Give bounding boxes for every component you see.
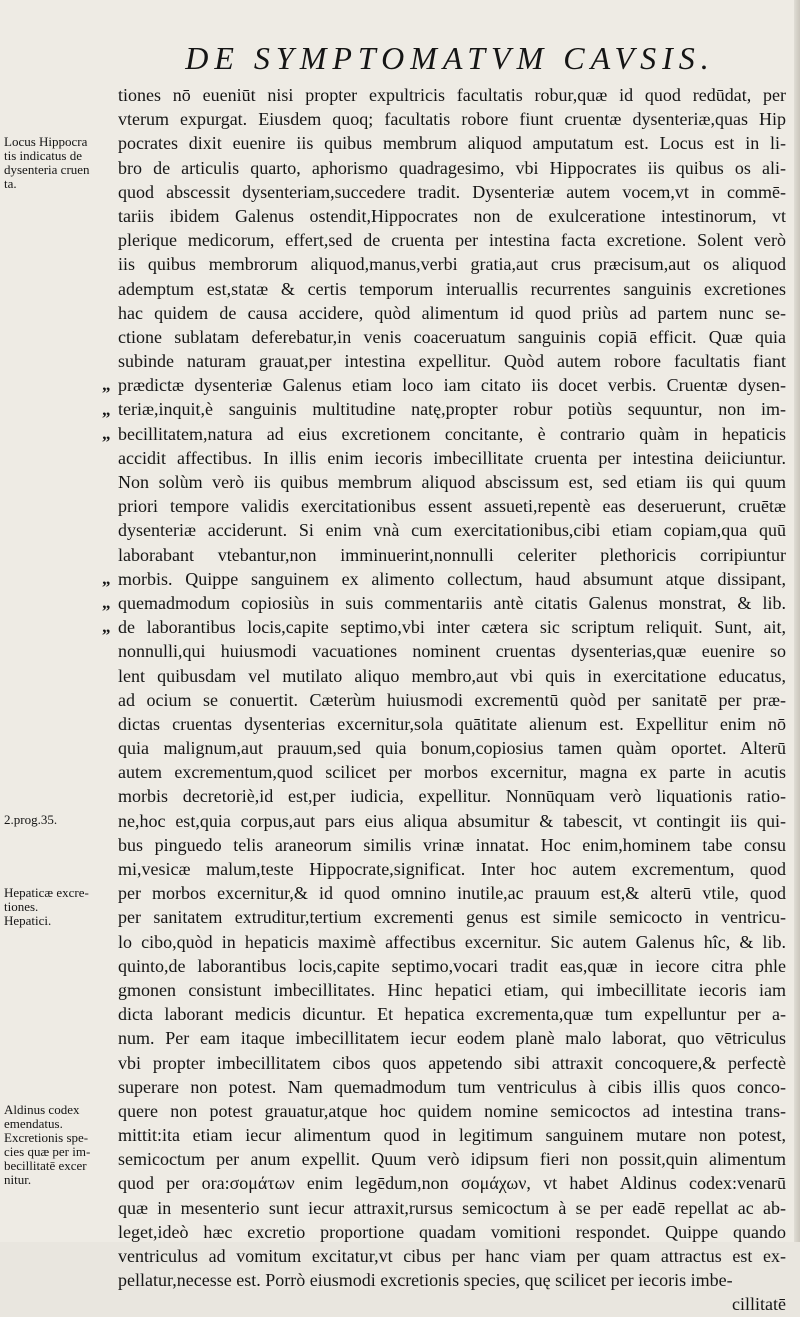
quotation-mark: „ — [102, 569, 111, 588]
text-line: ctione sublatam deferebatur,in venis coaceruatum sanguinis copiā efficit. Quæ quia — [118, 326, 786, 347]
quotation-mark: „ — [102, 423, 111, 443]
text-line: prædictæ dysenteriæ Galenus etiam loco iam citato iis docet verbis. Cruentæ dysen- — [118, 375, 786, 396]
text-line: ne,hoc est,quia corpus,aut pars eius aliqua absumitur & tabescit, vt contingit iis qui- — [118, 810, 786, 831]
text-line: quod per ora:σομάτων enim legēdum,non σομάχων, vt habet Aldinus codex:venarū — [118, 1173, 786, 1194]
text-line: gmonen consistunt imbecillitates. Hinc hepatici etiam, qui imbecillitate iecoris iam — [118, 979, 786, 1000]
text-line: becillitatem,natura ad eius excretionem concitante, è contrario quàm in hepaticis — [118, 423, 786, 444]
text-line: cillitatē — [732, 1294, 786, 1315]
text-line: bus pinguedo telis araneorum similis vrinæ innatat. Hoc enim,hominem tabe consu — [118, 834, 786, 855]
text-line: quod abscessit dysenteriam,succedere tradit. Dysenteriæ autem vocem,vt in commē- — [118, 181, 786, 202]
quotation-mark: „ — [102, 399, 111, 419]
text-line: nonnulli,qui huiusmodi vacuationes nominent cruentas dysenterias,quæ euenire so — [118, 641, 786, 662]
text-line: morbis. Quippe sanguinem ex alimento collectum, haud absumunt atque dissipant, — [118, 568, 786, 589]
text-line: iis quibus membrorum aliquod,manus,verbi gratia,aut crus præcisum,aut os aliquod — [118, 254, 786, 275]
text-line: mi,vesicæ malum,teste Hippocrate,significat. Inter hoc autem excrementum, quod — [118, 859, 786, 879]
scan-edge-shadow — [794, 0, 800, 1242]
text-line: ademptum est,statæ & certis temporum interuallis recurrentes sanguinis excretiones — [118, 278, 786, 299]
text-line: quere non potest grauatur,atque hoc quidem nomine semicoctos ad intestina trans- — [118, 1100, 786, 1121]
text-line: semicoctum per anum expellit. Quum verò idipsum fieri non possit,quin alimentum — [118, 1149, 786, 1170]
text-line: plerique medicorum, effert,sed de cruenta per intestina facta excretione. Solent verò — [118, 230, 786, 251]
text-line: quemadmodum copiosiùs in suis commentariis antè citatis Galenus monstrat, & lib. — [118, 592, 786, 613]
text-line: leget,ideò hæc excretio proportione quadam vomitioni respondet. Quippe quando — [118, 1221, 786, 1242]
text-line: vterum expurgat. Eiusdem quoq; facultatis robore fiunt cruentæ dysenteriæ,quas Hip — [118, 109, 786, 130]
text-line: dicta laborant medicis dicuntur. Et hepatica excrementa,quæ tum expelluntur per a- — [118, 1004, 786, 1025]
text-line: dictas cruentas dysenterias excernitur,sola quātitate alienum est. Expellitur enim nō — [118, 713, 786, 734]
text-line: ad ocium se conuertit. Cæterùm huiusmodi excrementū quòd per sanitatē per præ- — [118, 689, 786, 710]
text-line: accidit affectibus. In illis enim iecoris imbecillitate cruenta per intestina deiiciuntur. — [118, 447, 786, 468]
text-line: lent quibusdam vel mutilato aliquo membro,aut vbi quis in exercitatione educatus, — [118, 665, 786, 686]
text-line: per morbos excernitur,& id quod omnino inutile,ac prauum est,& alterū vtile, quod — [118, 883, 786, 904]
text-line: tiones nō eueniūt nisi propter expultricis facultatis robur,quæ id quod redūdat, per — [118, 85, 786, 105]
text-line: pocrates dixit euenire iis quibus membrum aliquod amputatum est. Locus est in li- — [118, 133, 786, 154]
text-line: num. Per eam itaque imbecillitatem iecur eodem planè malo laborat, quo vētriculus — [118, 1028, 786, 1049]
margin-note: Hepaticæ excre- tiones. Hepatici. — [4, 884, 89, 928]
text-line: teriæ,inquit,è sanguinis multitudine natę,propter robur potiùs sequuntur, non im- — [118, 399, 786, 420]
text-line: autem excrementum,quod scilicet per morbos excernitur, magna ex parte in acutis — [118, 762, 786, 783]
text-line: priori tempore validis exercitationibus essent assueti,repentè eas deseruerunt, cruētæ — [118, 496, 786, 517]
text-line: de laborantibus locis,capite septimo,vbi inter cætera sic scriptum reliquit. Sunt, ait, — [118, 617, 786, 638]
text-line: mittit:ita etiam iecur alimentum quod in legitimum sanguinem mutare non potest, — [118, 1125, 786, 1146]
text-line: lo cibo,quòd in hepaticis maximè affectibus excernitur. Sic autem Galenus hîc, & lib. — [118, 931, 786, 952]
text-line: pellatur,necesse est. Porrò eiusmodi excretionis species, quę scilicet per iecoris imbe- — [118, 1270, 733, 1291]
text-line: superare non potest. Nam quemadmodum tum ventriculus à cibis illis quos conco- — [118, 1076, 786, 1097]
text-line: quæ in mesenterio sunt iecur attraxit,rursus semicoctum à se per eadē repellat ac ab- — [118, 1197, 786, 1218]
text-line: vbi propter imbecillitatem cibos quos appetendo sibi attraxit concoquere,& perfectè — [118, 1052, 786, 1073]
main-text-block — [118, 83, 786, 1317]
text-line: per sanitatem extruditur,tertium excrementi genus est simile semicocto in ventricu- — [118, 907, 786, 928]
margin-note: Aldinus codex emendatus. Excretionis spe- cies quæ per im- becillitatē excer nitur. — [4, 1102, 91, 1188]
running-head: DE SYMPTOMATVM CAVSIS. — [185, 40, 715, 76]
quotation-mark: „ — [102, 593, 111, 613]
text-line: tariis ibidem Galenus ostendit,Hippocrates non de exulceratione intestinorum, vt — [118, 205, 786, 226]
text-line: quinto,de laborantibus locis,capite septimo,vocari tradit eas,quæ in iecore citra phle — [118, 955, 786, 976]
text-line: ventriculus ad vomitum excitatur,vt cibus per hanc viam per quam attractus est ex- — [118, 1246, 786, 1266]
quotation-mark: „ — [102, 617, 111, 637]
text-line: dysenteriæ acciderunt. Si enim vnà cum exercitationibus,cibi etiam copiam,qua quū — [118, 520, 786, 541]
margin-note: Locus Hippocra tis indicatus de dysenteria cruen ta. — [4, 134, 90, 192]
margin-note: 2.prog.35. — [4, 812, 58, 827]
text-line: quia malignum,aut prauum,sed quia bonum,copiosius tamen quàm oportet. Alterū — [118, 738, 786, 759]
text-line: morbis decretoriè,id est,per iudicia, expellitur. Nonnūquam verò liquationis ratio- — [118, 786, 786, 807]
text-line: subinde naturam grauat,per intestina expellitur. Quòd autem robore facultatis fiant — [118, 351, 786, 372]
text-line: bro de articulis quarto, aphorismo quadragesimo, vbi Hippocrates iis quibus os ali- — [118, 157, 786, 178]
text-line: laborabant vtebantur,non imminuerint,nonnulli celeriter plethoricis corripiuntur — [118, 544, 786, 565]
text-line: Non solùm verò iis quibus membrum aliquod abscissum est, sed etiam iis qui quum — [118, 472, 786, 492]
quotation-mark: „ — [102, 375, 111, 395]
text-line: hac quidem de causa accidere, quòd alimentum id quod priùs ad partem nunc se- — [118, 302, 786, 323]
